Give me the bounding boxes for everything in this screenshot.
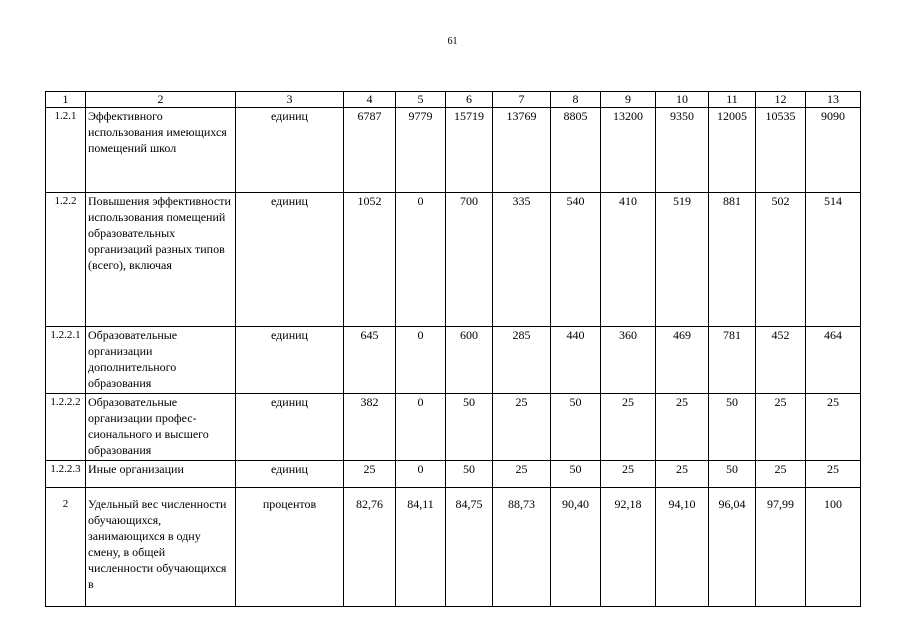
row-code: 1.2.2.1: [46, 327, 86, 394]
row-name: Эффективного использования имеющихся помещений школ: [86, 108, 236, 193]
row-value: 92,18: [601, 488, 656, 607]
row-value: 97,99: [756, 488, 806, 607]
row-value: 96,04: [709, 488, 756, 607]
row-name: Иные организации: [86, 461, 236, 488]
row-value: 519: [656, 193, 709, 327]
row-value: 84,11: [396, 488, 446, 607]
column-header: 11: [709, 92, 756, 108]
row-value: 9090: [806, 108, 861, 193]
column-header: 8: [551, 92, 601, 108]
row-code: 1.2.2.2: [46, 394, 86, 461]
row-value: 25: [601, 461, 656, 488]
column-header: 10: [656, 92, 709, 108]
row-value: 0: [396, 327, 446, 394]
column-header: 13: [806, 92, 861, 108]
table-row: [46, 193, 861, 327]
column-header: 3: [236, 92, 344, 108]
row-value: 700: [446, 193, 493, 327]
row-value: 464: [806, 327, 861, 394]
header-row: [46, 92, 861, 108]
table-row: [46, 108, 861, 193]
row-value: 440: [551, 327, 601, 394]
row-value: 25: [493, 461, 551, 488]
row-value: 0: [396, 394, 446, 461]
column-header: 5: [396, 92, 446, 108]
row-value: 88,73: [493, 488, 551, 607]
row-value: 25: [756, 461, 806, 488]
row-value: 8805: [551, 108, 601, 193]
row-unit: единиц: [236, 193, 344, 327]
row-value: 781: [709, 327, 756, 394]
row-value: 285: [493, 327, 551, 394]
column-header: 6: [446, 92, 493, 108]
row-value: 881: [709, 193, 756, 327]
row-value: 25: [601, 394, 656, 461]
row-value: 9350: [656, 108, 709, 193]
data-table: [45, 91, 861, 607]
row-value: 10535: [756, 108, 806, 193]
row-name: Удельный вес численности обучающихся, занимающихся в одну смену, в общей численности обучающихся в: [86, 488, 236, 607]
row-unit: единиц: [236, 108, 344, 193]
row-value: 50: [446, 394, 493, 461]
row-value: 25: [656, 394, 709, 461]
row-name: Образовательные организации дополнительного образования: [86, 327, 236, 394]
row-value: 502: [756, 193, 806, 327]
row-value: 50: [551, 394, 601, 461]
row-code: 1.2.2: [46, 193, 86, 327]
row-value: 645: [344, 327, 396, 394]
row-name: Образовательные организации профес-сионального и высшего образования: [86, 394, 236, 461]
row-value: 13200: [601, 108, 656, 193]
row-value: 90,40: [551, 488, 601, 607]
table-row: [46, 394, 861, 461]
row-value: 25: [756, 394, 806, 461]
row-value: 1052: [344, 193, 396, 327]
column-header: 4: [344, 92, 396, 108]
row-value: 50: [709, 461, 756, 488]
column-header: 7: [493, 92, 551, 108]
row-value: 15719: [446, 108, 493, 193]
row-value: 25: [656, 461, 709, 488]
row-name: Повышения эффективности использования помещений образовательных организаций разных типов (всего), включая: [86, 193, 236, 327]
row-value: 360: [601, 327, 656, 394]
column-header: 9: [601, 92, 656, 108]
row-unit: единиц: [236, 394, 344, 461]
row-value: 514: [806, 193, 861, 327]
table-row: [46, 488, 861, 607]
row-value: 0: [396, 461, 446, 488]
row-value: 600: [446, 327, 493, 394]
row-value: 25: [806, 394, 861, 461]
row-unit: единиц: [236, 327, 344, 394]
column-header: 2: [86, 92, 236, 108]
row-code: 1.2.1: [46, 108, 86, 193]
row-code: 1.2.2.3: [46, 461, 86, 488]
row-value: 0: [396, 193, 446, 327]
row-value: 12005: [709, 108, 756, 193]
table-row: [46, 461, 861, 488]
row-value: 50: [709, 394, 756, 461]
row-value: 13769: [493, 108, 551, 193]
row-value: 335: [493, 193, 551, 327]
page-number: 61: [447, 36, 458, 47]
row-value: 50: [446, 461, 493, 488]
row-value: 410: [601, 193, 656, 327]
table-row: [46, 327, 861, 394]
row-value: 25: [806, 461, 861, 488]
column-header: 1: [46, 92, 86, 108]
row-value: 6787: [344, 108, 396, 193]
column-header: 12: [756, 92, 806, 108]
row-value: 382: [344, 394, 396, 461]
row-unit: процентов: [236, 488, 344, 607]
row-value: 540: [551, 193, 601, 327]
row-value: 25: [493, 394, 551, 461]
row-value: 469: [656, 327, 709, 394]
row-value: 50: [551, 461, 601, 488]
row-unit: единиц: [236, 461, 344, 488]
row-value: 84,75: [446, 488, 493, 607]
row-value: 9779: [396, 108, 446, 193]
row-value: 100: [806, 488, 861, 607]
row-value: 94,10: [656, 488, 709, 607]
row-value: 82,76: [344, 488, 396, 607]
row-value: 452: [756, 327, 806, 394]
row-value: 25: [344, 461, 396, 488]
row-code: 2: [46, 488, 86, 607]
